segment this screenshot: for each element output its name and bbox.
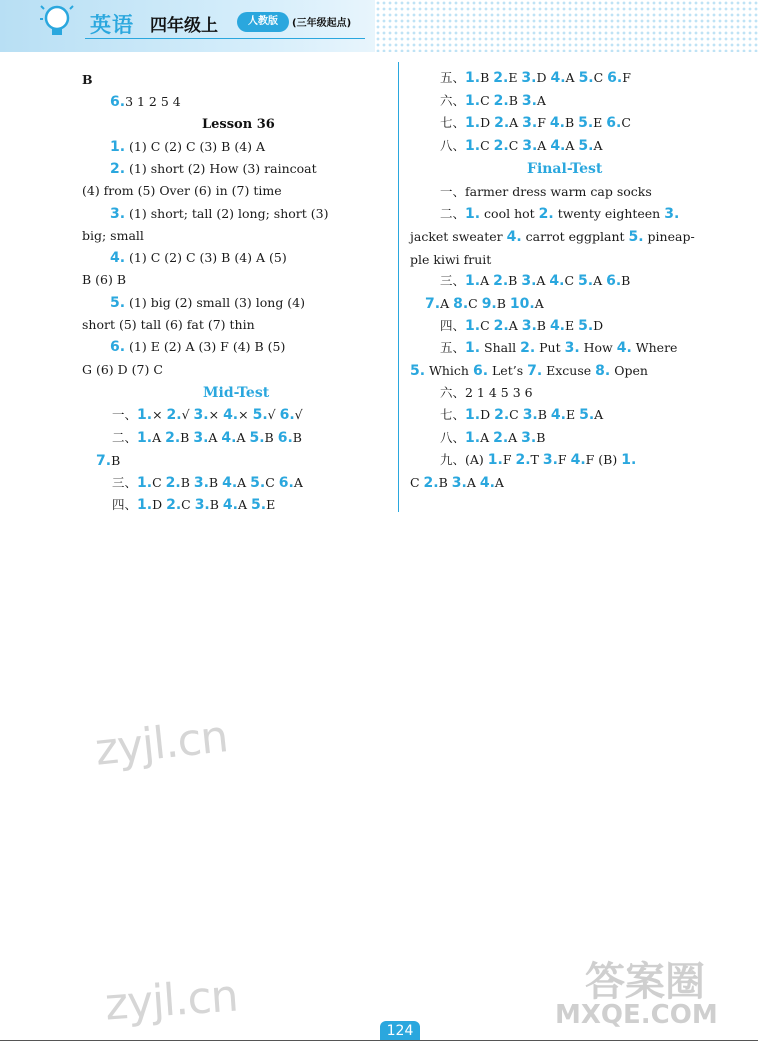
answer-line: 1. (1) C (2) C (3) B (4) A (110, 139, 266, 155)
answer-line: 五、1.B 2.E 3.D 4.A 5.C 6.F (440, 70, 631, 86)
answer-line: B (82, 72, 93, 87)
answer-line: short (5) tall (6) fat (7) thin (82, 317, 255, 332)
answer-line: 4. (1) C (2) C (3) B (4) A (5) (110, 250, 287, 266)
section-heading: Mid-Test (203, 385, 270, 401)
answer-line: 一、1.× 2.√ 3.× 4.× 5.√ 6.√ (112, 407, 303, 423)
answer-line: 二、1.A 2.B 3.A 4.A 5.B 6.B (112, 430, 302, 446)
answer-line: 2. (1) short (2) How (3) raincoat (110, 161, 317, 177)
edition-badge: 人教版 (237, 12, 289, 32)
answer-line: 六、2 1 4 5 3 6 (440, 385, 533, 400)
answer-line: 四、1.C 2.A 3.B 4.E 5.D (440, 318, 604, 334)
page-header (0, 0, 758, 52)
answer-line: 7.B (96, 453, 121, 469)
watermark: MXQE.COM (555, 1000, 718, 1030)
start-grade-note: (三年级起点) (292, 18, 352, 29)
answer-line: 二、1. cool hot 2. twenty eighteen 3. (440, 206, 680, 222)
answer-line: 7.A 8.C 9.B 10.A (425, 296, 544, 312)
column-divider (398, 62, 399, 512)
answer-line: 6.3 1 2 5 4 (110, 94, 181, 110)
watermark: zyjl.cn (92, 711, 230, 776)
page-number: 124 (380, 1021, 420, 1041)
answer-line: B (6) B (82, 272, 127, 287)
answer-line: 七、1.D 2.C 3.B 4.E 5.A (440, 407, 604, 423)
answer-line: 5. (1) big (2) small (3) long (4) (110, 295, 306, 311)
section-heading: Final-Test (527, 161, 603, 177)
answer-line: C 2.B 3.A 4.A (410, 475, 504, 491)
watermark: zyjl.cn (103, 970, 240, 1031)
answer-line: (4) from (5) Over (6) in (7) time (82, 183, 282, 198)
answer-line: 一、farmer dress warm cap socks (440, 184, 652, 199)
answer-line: 6. (1) E (2) A (3) F (4) B (5) (110, 339, 286, 355)
answer-line: G (6) D (7) C (82, 362, 163, 377)
watermark: 答案圈 (585, 959, 705, 1005)
answer-line: 四、1.D 2.C 3.B 4.A 5.E (112, 497, 276, 513)
answer-line: big; small (82, 228, 144, 243)
answer-line: 五、1. Shall 2. Put 3. How 4. Where (440, 340, 678, 356)
footer-rule (0, 1040, 758, 1041)
grade-title: 四年级上 (150, 16, 218, 36)
answer-line: 八、1.A 2.A 3.B (440, 430, 546, 446)
answer-line: 九、(A) 1.F 2.T 3.F 4.F (B) 1. (440, 452, 637, 468)
lightbulb-icon (40, 3, 74, 37)
answer-line: 三、1.A 2.B 3.A 4.C 5.A 6.B (440, 273, 631, 289)
answer-line: 3. (1) short; tall (2) long; short (3) (110, 206, 329, 222)
subject-title: 英语 (90, 13, 134, 37)
answer-line: ple kiwi fruit (410, 252, 492, 267)
answer-line: 八、1.C 2.C 3.A 4.A 5.A (440, 138, 603, 154)
lesson-heading: Lesson 36 (202, 117, 275, 132)
answer-line: 5. Which 6. Let’s 7. Excuse 8. Open (410, 363, 648, 379)
answer-line: 三、1.C 2.B 3.B 4.A 5.C 6.A (112, 475, 303, 491)
answer-line: jacket sweater 4. carrot eggplant 5. pineap- (410, 229, 695, 245)
answer-line: 七、1.D 2.A 3.F 4.B 5.E 6.C (440, 115, 631, 131)
answer-line: 六、1.C 2.B 3.A (440, 93, 546, 109)
header-underline (85, 38, 365, 39)
header-dot-pattern (375, 0, 758, 52)
